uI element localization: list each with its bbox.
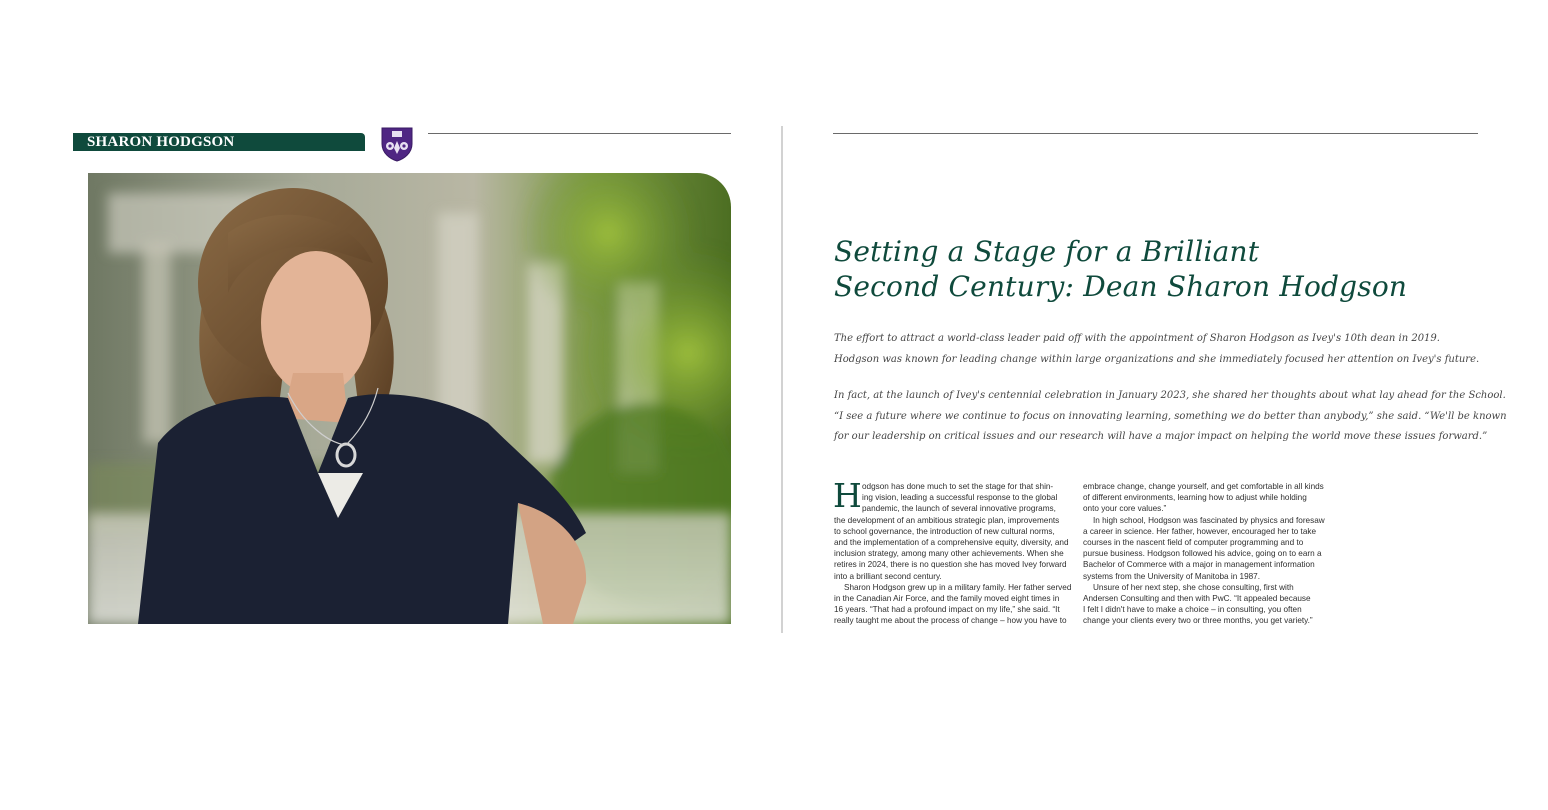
- header-rule-right: [833, 133, 1478, 134]
- body-line: into a brilliant second century.: [834, 571, 942, 581]
- body-line: onto your core values.”: [1083, 504, 1167, 514]
- drop-cap: H: [833, 476, 862, 515]
- headline-line: Setting a Stage for a Brilliant: [834, 235, 1260, 268]
- body-line: the development of an ambitious strategic plan, improvements: [834, 515, 1060, 525]
- body-line: 16 years. “That had a profound impact on my life,” she said. “It: [834, 605, 1060, 615]
- intro-line: Hodgson was known for leading change within large organizations and she immediately focused her attention on Ivey's future.: [834, 353, 1480, 365]
- body-line: inclusion strategy, among many other achievements. When she: [834, 549, 1064, 559]
- body-line: In high school, Hodgson was fascinated by physics and foresaw: [1093, 515, 1325, 525]
- body-line: in the Canadian Air Force, and the family moved eight times in: [834, 594, 1060, 604]
- body-line: of different environments, learning how to adjust while holding: [1083, 493, 1307, 503]
- body-line: courses in the nascent field of computer programming and to: [1083, 538, 1304, 548]
- body-line: Bachelor of Commerce with a major in management information: [1083, 560, 1315, 570]
- body-line: pandemic, the launch of several innovative programs,: [862, 504, 1056, 514]
- body-line: retires in 2024, there is no question she has moved Ivey forward: [834, 560, 1067, 570]
- body-line: to school governance, the introduction of new cultural norms,: [834, 526, 1055, 536]
- intro-line: “I see a future where we continue to focus on innovating learning, something we do better than anybody,” she said. “We'll be known: [834, 410, 1507, 422]
- body-column-1: [834, 481, 1072, 627]
- body-line: Unsure of her next step, she chose consulting, first with: [1093, 582, 1294, 592]
- intro-line: for our leadership on critical issues and our research will have a major impact on helping the world move these issues forward.”: [834, 431, 1488, 442]
- intro-paragraph: [834, 329, 1484, 370]
- body-line: Sharon Hodgson grew up in a military family. Her father served: [844, 582, 1072, 592]
- intro-line: The effort to attract a world-class leader paid off with the appointment of Sharon Hodgson as Ivey's 10th dean in 2019.: [834, 333, 1440, 344]
- body-line: really taught me about the process of change – how you have to: [834, 616, 1067, 626]
- headline-line: Second Century: Dean Sharon Hodgson: [834, 270, 1408, 303]
- body-line: Andersen Consulting and then with PwC. “It appealed because: [1083, 594, 1311, 604]
- intro-line: In fact, at the launch of Ivey's centennial celebration in January 2023, she shared her thoughts about what lay ahead for the School.: [834, 390, 1506, 401]
- intro-paragraph: [834, 386, 1507, 448]
- body-line: pursue business. Hodgson followed his advice, going on to earn a: [1083, 549, 1322, 559]
- body-line: a career in science. Her father, however, encouraged her to take: [1083, 526, 1317, 536]
- section-label: SHARON HODGSON: [87, 134, 235, 150]
- header-rule-left: [428, 133, 731, 134]
- ivey-crest-icon: [380, 126, 414, 162]
- body-column-2: [1083, 481, 1325, 627]
- body-line: embrace change, change yourself, and get comfortable in all kinds: [1083, 482, 1324, 491]
- body-line: and the implementation of a comprehensive equity, diversity, and: [834, 538, 1069, 548]
- body-line: I felt I didn't have to make a choice – in consulting, you often: [1083, 605, 1302, 615]
- portrait-photo: [88, 173, 731, 624]
- body-line: odgson has done much to set the stage for that shin-: [862, 482, 1054, 491]
- body-line: ing vision, leading a successful response to the global: [862, 493, 1058, 503]
- body-line: systems from the University of Manitoba in 1987.: [1083, 571, 1261, 581]
- body-line: change your clients every two or three months, you get variety.”: [1083, 616, 1313, 626]
- article-headline: [834, 234, 1474, 304]
- page-gutter: [781, 126, 783, 633]
